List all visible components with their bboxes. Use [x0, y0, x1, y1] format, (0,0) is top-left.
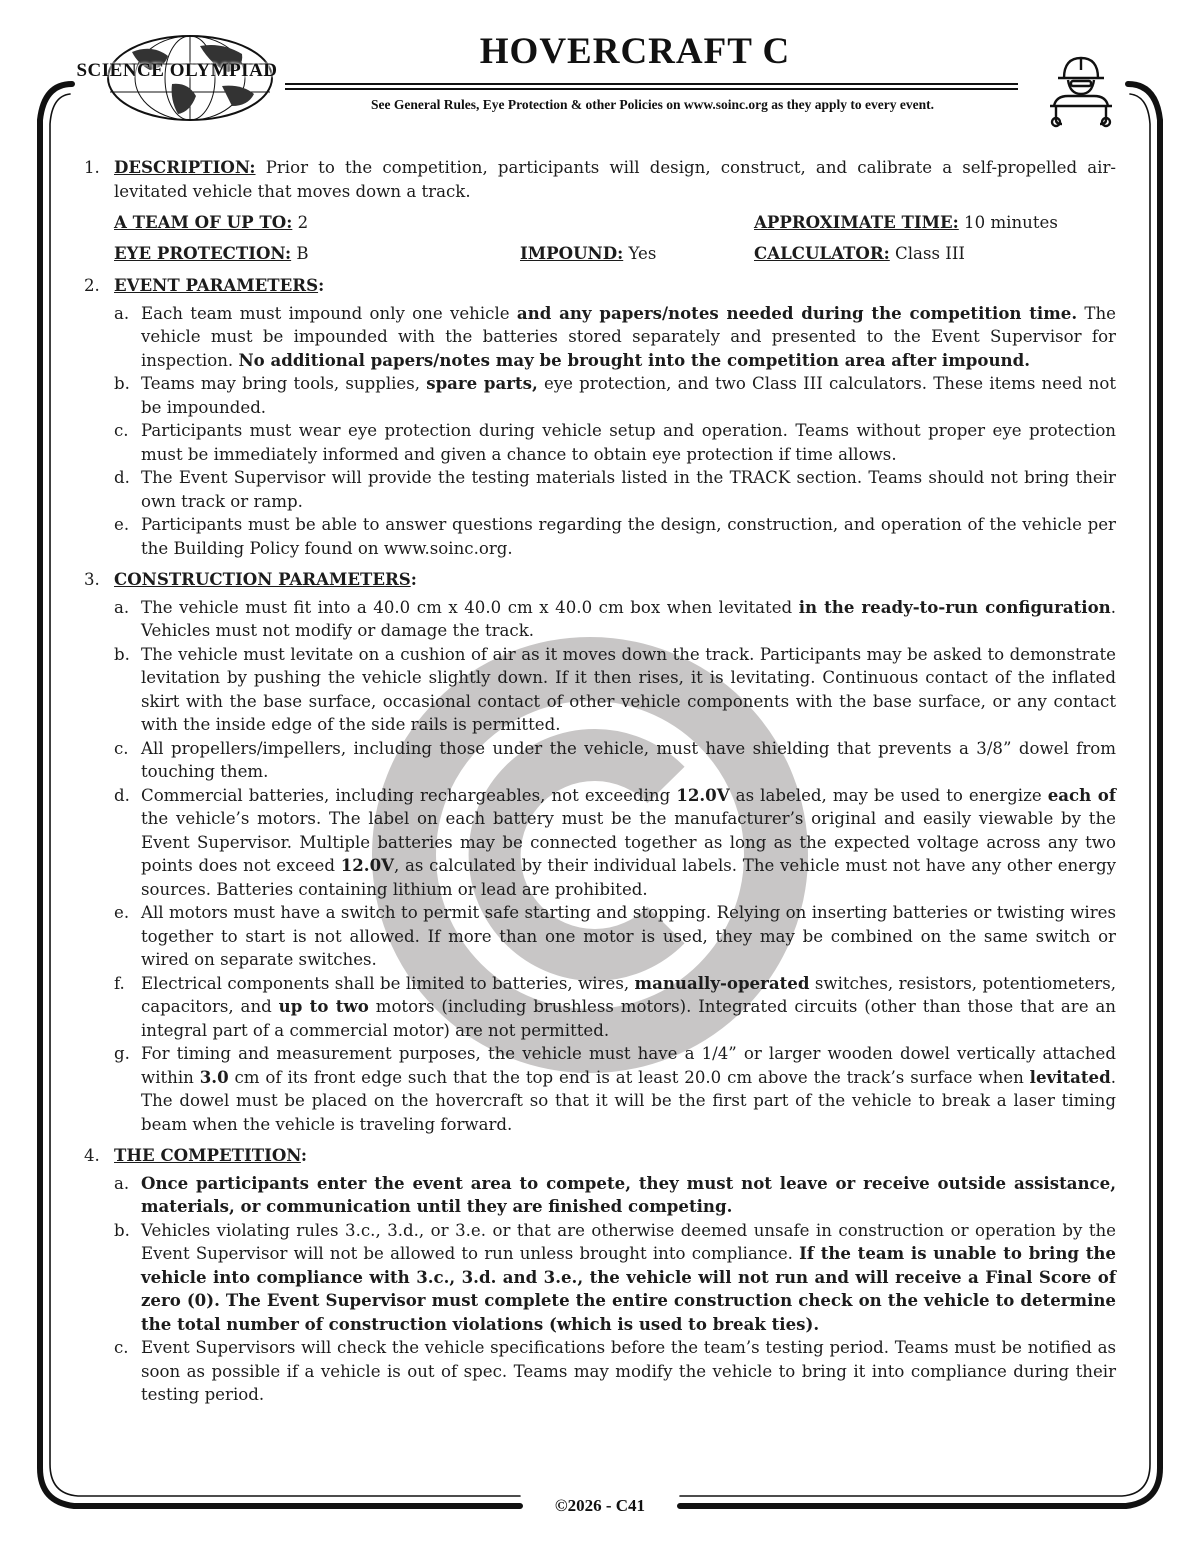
header-rule-top: [285, 83, 1018, 85]
section-heading-line: CONSTRUCTION PARAMETERS:: [114, 569, 417, 589]
list-item: a. The vehicle must fit into a 40.0 cm x 40.0 cm x 40.0 cm box when levitated in the ready-to-run configuration. Vehicles must not modify or damage the track.: [114, 596, 1116, 640]
footer-text: ©2026 - C41: [543, 1496, 657, 1515]
item-list: [114, 596, 1116, 1137]
section-number: 4.: [84, 1146, 100, 1165]
list-item: a. Once participants enter the event area to compete, they must not leave or receive outside assistance, materials, or communication until they are finished competing.: [114, 1172, 1116, 1216]
header-rule-bottom: [285, 88, 1018, 90]
list-item: d. Commercial batteries, including rechargeables, not exceeding 12.0V as labeled, may be used to energize each of the vehicle’s motors. The label on each battery must be the manufacturer’s original and easily viewable by the Event Supervisor. Multiple batteries may be connected together as long as the expected voltage across any two points does not exceed 12.0V, as calculated by their individual labels. The vehicle must not have any other energy sources. Batteries containing lithium or lead are prohibited.: [114, 784, 1117, 899]
section-number: 3.: [84, 570, 100, 589]
item-list: [114, 1172, 1116, 1407]
item-list: [114, 302, 1116, 561]
section-the-competition: [84, 1144, 1116, 1407]
list-item: e. Participants must be able to answer questions regarding the design, construction, and operation of the vehicle per the Building Policy found on www.soinc.org.: [114, 515, 1116, 558]
logo-text: SCIENCE OLYMPIAD: [76, 60, 278, 81]
section-heading-line: THE COMPETITION:: [114, 1145, 307, 1165]
description-paragraph: [114, 156, 1116, 203]
list-item: g. For timing and measurement purposes, the vehicle must have a 1/4” or larger wooden dowel vertically attached within 3.0 cm of its front edge such that the top end is at least 20.0 cm above the track’s surface when levitated. The dowel must be placed on the hovercraft so that it will be the first part of the vehicle to break a laser timing beam when the vehicle is traveling forward.: [114, 1044, 1116, 1134]
page-title: HOVERCRAFT C: [479, 31, 791, 72]
header-note: See General Rules, Eye Protection & other Policies on www.soinc.org as they apply to every event.: [370, 97, 935, 112]
section-construction-parameters: [84, 568, 1116, 1136]
list-item: b. Teams may bring tools, supplies, spare parts, eye protection, and two Class III calculators. These items need not be impounded.: [114, 373, 1116, 417]
list-item: b. The vehicle must levitate on a cushion of air as it moves down the track. Participants may be asked to demonstrate levitation by pushing the vehicle slightly down. If it then rises, it is levitating. Continuous contact of the inflated skirt with the base surface, occasional contact of other vehicle components with the base surface, or any contact with the inside edge of the side rails is permitted.: [114, 644, 1116, 734]
list-item: d. The Event Supervisor will provide the testing materials listed in the TRACK section. Teams should not bring their own track or ramp.: [114, 468, 1116, 511]
list-item: e. All motors must have a switch to permit safe starting and stopping. Relying on inserting batteries or twisting wires together to start is not allowed. If more than one motor is used, they may be combined on the same switch or wired on separate switches.: [114, 903, 1116, 969]
meta-row-1: [114, 211, 1116, 235]
section-heading: EVENT PARAMETERS: [114, 275, 319, 295]
impound: IMPOUND: Yes: [520, 242, 657, 263]
section-heading-line: EVENT PARAMETERS:: [114, 275, 325, 295]
section-number: 1.: [84, 158, 100, 177]
meta-row-2: [114, 242, 1116, 266]
list-item: c. All propellers/impellers, including those under the vehicle, must have shielding that prevents a 3/8” dowel from touching them.: [114, 738, 1116, 781]
calculator: CALCULATOR: Class III: [754, 242, 965, 263]
rules-body: [84, 156, 1116, 1407]
eye-protection: EYE PROTECTION: B: [114, 242, 309, 263]
team-size: A TEAM OF UP TO: 2: [114, 212, 309, 232]
safety-person-icon: [1042, 50, 1120, 130]
section-event-parameters: [84, 274, 1116, 560]
list-item: b. Vehicles violating rules 3.c., 3.d., or 3.e. or that are otherwise deemed unsafe in construction or operation by the Event Supervisor will not be allowed to run unless brought into compliance. If the team is unable to bring the vehicle into compliance with 3.c., 3.d. and 3.e., the vehicle will not run and will receive a Final Score of zero (0). The Event Supervisor must complete the entire construction check on the vehicle to determine the total number of construction violations (which is used to break ties).: [114, 1220, 1116, 1334]
section-number: 2.: [84, 276, 100, 295]
section-heading: DESCRIPTION:: [114, 157, 256, 177]
section-heading: CONSTRUCTION PARAMETERS: [114, 569, 411, 589]
section-description: [84, 156, 1116, 265]
page-footer: [0, 1496, 1200, 1516]
list-item: a. Each team must impound only one vehicle and any papers/notes needed during the competition time. The vehicle must be impounded with the batteries stored separately and presented to the Event Supervisor for inspection. No additional papers/notes may be brought into the competition area after impound.: [114, 302, 1116, 370]
list-item: c. Event Supervisors will check the vehicle specifications before the team’s testing period. Teams must be notified as soon as possible if a vehicle is out of spec. Teams may modify the vehicle to bring it into compliance during their testing period.: [114, 1338, 1116, 1404]
description-text: Prior to the competition, participants will design, construct, and calibrate a self-propelled air-levitated vehicle that moves down a track.: [114, 158, 1116, 201]
list-item: c. Participants must wear eye protection during vehicle setup and operation. Teams without proper eye protection must be immediately informed and given a chance to obtain eye protection if time allows.: [114, 421, 1116, 464]
approximate-time: APPROXIMATE TIME: 10 minutes: [754, 212, 1058, 232]
list-item: f. Electrical components shall be limited to batteries, wires, manually-operated switches, resistors, potentiometers, capacitors, and up to two motors (including brushless motors). Integrated circuits (other than those that are an integral part of a commercial motor) are not permitted.: [114, 972, 1116, 1040]
section-heading: THE COMPETITION: [114, 1145, 301, 1165]
